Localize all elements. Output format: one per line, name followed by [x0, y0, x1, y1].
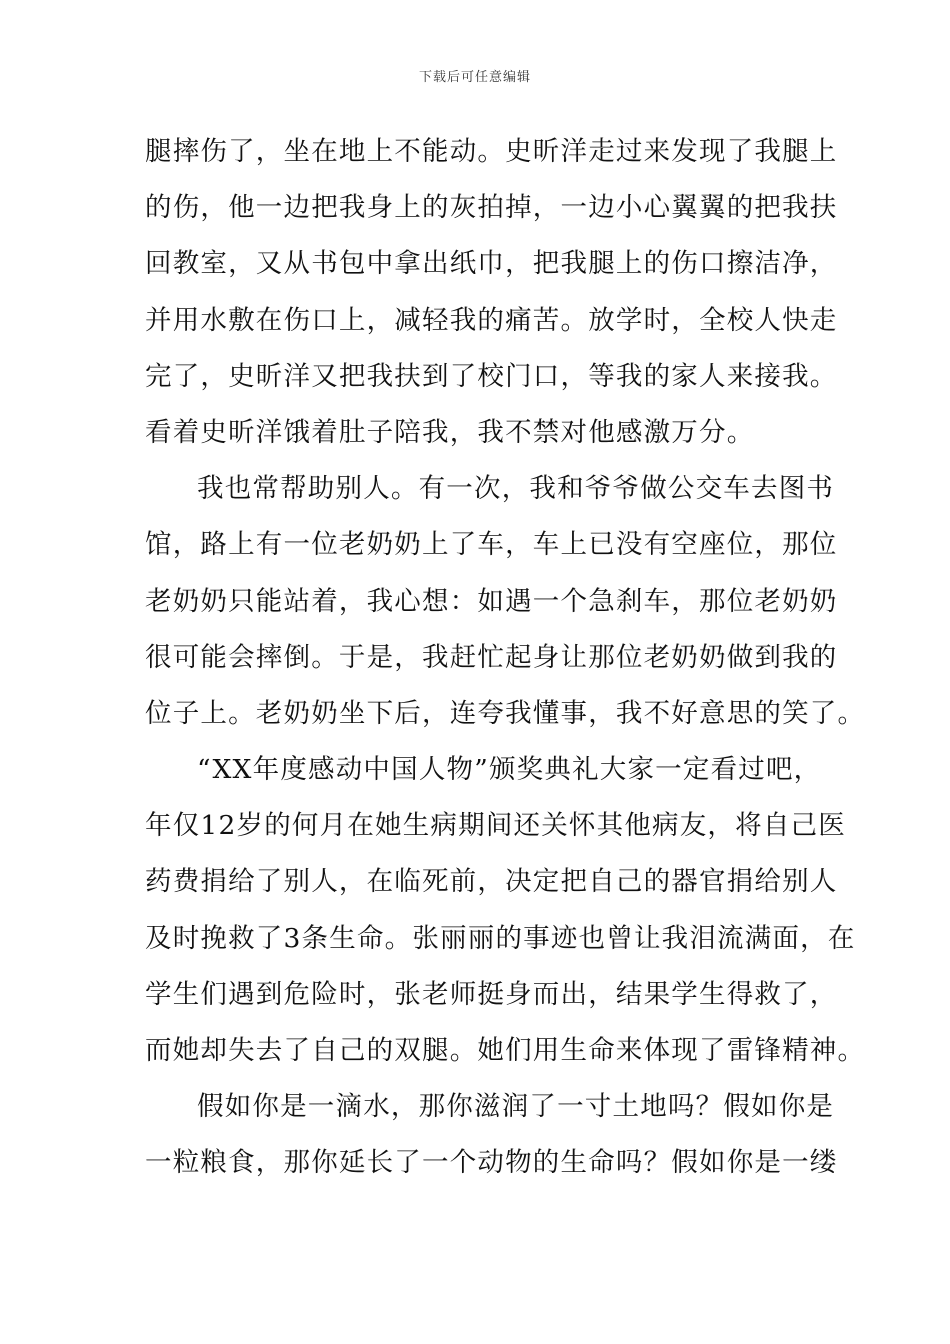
text-line: 学生们遇到危险时，张老师挺身而出，结果学生得救了，: [145, 978, 838, 1010]
text-line: 很可能会摔倒。于是，我赶忙起身让那位老奶奶做到我的: [145, 641, 838, 673]
text-line: 我也常帮助别人。有一次，我和爷爷做公交车去图书: [197, 473, 835, 505]
text-line: “XX年度感动中国人物”颁奖典礼大家一定看过吧，: [197, 754, 822, 786]
text-line: 看着史昕洋饿着肚子陪我，我不禁对他感激万分。: [145, 416, 755, 448]
text-line: 完了，史昕洋又把我扶到了校门口，等我的家人来接我。: [145, 360, 838, 392]
text-line: 假如你是一滴水，那你滋润了一寸土地吗？假如你是: [197, 1091, 835, 1123]
text-line: 回教室，又从书包中拿出纸巾，把我腿上的伤口擦洁净，: [145, 248, 838, 280]
text-line: 及时挽救了3条生命。张丽丽的事迹也曾让我泪流满面，在: [145, 922, 856, 954]
body-text: [145, 124, 866, 1192]
text-line: 年仅12岁的何月在她生病期间还关怀其他病友，将自己医: [145, 810, 846, 842]
text-line: 馆，路上有一位老奶奶上了车，车上已没有空座位，那位: [145, 529, 838, 561]
header-note: 下载后可任意编辑: [418, 70, 531, 85]
text-line: 老奶奶只能站着，我心想：如遇一个急刹车，那位老奶奶: [145, 585, 838, 617]
text-line: 并用水敷在伤口上，减轻我的痛苦。放学时，全校人快走: [145, 304, 838, 336]
text-line: 一粒粮食，那你延长了一个动物的生命吗？假如你是一缕: [145, 1147, 838, 1179]
text-line: 的伤，他一边把我身上的灰拍掉，一边小心翼翼的把我扶: [145, 192, 838, 224]
text-line: 位子上。老奶奶坐下后，连夸我懂事，我不好意思的笑了。: [145, 697, 866, 729]
text-line: 腿摔伤了，坐在地上不能动。史昕洋走过来发现了我腿上: [145, 136, 838, 167]
text-line: 而她却失去了自己的双腿。她们用生命来体现了雷锋精神。: [145, 1035, 866, 1066]
text-line: 药费捐给了别人，在临死前，决定把自己的器官捐给别人: [145, 866, 838, 898]
